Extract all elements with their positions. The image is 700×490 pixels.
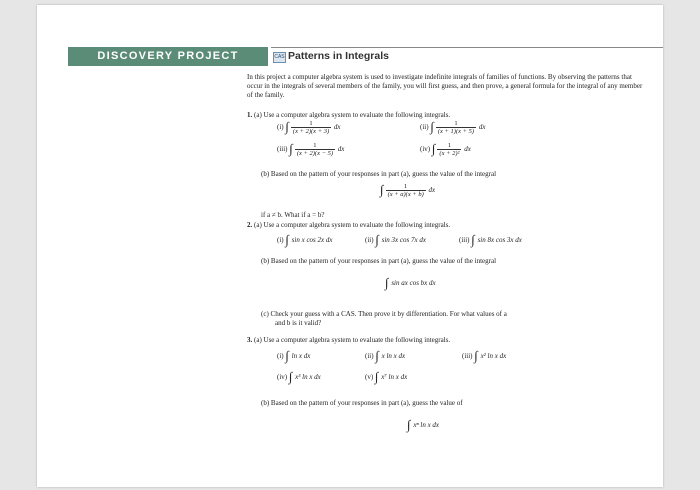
integral-sign: ∫	[288, 369, 293, 384]
integral-sign: ∫	[407, 417, 411, 432]
q1-item-iii	[277, 142, 344, 157]
integral-sign: ∫	[285, 348, 289, 363]
dx: dx	[333, 123, 341, 132]
item-label: (i)	[277, 236, 284, 244]
numerator: 1	[291, 120, 331, 128]
denominator: (x + a)(x + b)	[387, 191, 424, 198]
q3-a-text: (a) Use a computer algebra system to evaluate the following integrals.	[254, 336, 451, 344]
item-label: (iv)	[420, 145, 431, 154]
intro-paragraph: In this project a computer algebra system is used to investigate indefinite integrals of families of functions. By observing the patterns that occur in the integrals of several members of the family, you will first guess, and then prove, a general formula for the integral of any member of the family.	[247, 73, 643, 99]
integrand: ln x dx	[291, 352, 311, 360]
cas-icon: CAS	[273, 52, 286, 63]
item-label: (iv)	[277, 373, 288, 381]
item-label: (ii)	[365, 236, 374, 244]
integral-sign: ∫	[474, 348, 478, 363]
fraction	[436, 120, 476, 135]
q2-part-b: (b) Based on the pattern of your responses in part (a), guess the value of the integral	[261, 257, 497, 265]
integrand: sin 3x cos 7x dx	[381, 236, 426, 244]
q3-item-ii	[365, 349, 405, 361]
denominator: (x + 2)(x − 5)	[296, 150, 334, 157]
item-label: (ii)	[420, 123, 429, 132]
q2-number: 2.	[247, 221, 253, 229]
q2-b-integral	[385, 276, 436, 288]
integral-sign: ∫	[385, 275, 389, 290]
fraction	[437, 142, 461, 157]
q2-item-i	[277, 233, 333, 245]
integral-sign: ∫	[471, 232, 475, 247]
item-label: (v)	[365, 373, 374, 381]
q2-part-c-line1: (c) Check your guess with a CAS. Then prove it by differentiation. For what values of a	[261, 310, 507, 318]
numerator: 1	[386, 183, 426, 191]
q3-b-integral	[407, 418, 439, 430]
q1-part-a	[247, 111, 450, 120]
fraction	[295, 142, 335, 157]
q3-item-iii	[462, 349, 506, 361]
q2-part-c-line2: and b is it valid?	[275, 319, 322, 327]
q3-item-iv	[277, 370, 321, 382]
q1-part-b: (b) Based on the pattern of your responses in part (a), guess the value of the integral	[261, 170, 497, 178]
integrand: sin 8x cos 3x dx	[477, 236, 522, 244]
integral-sign: ∫	[374, 369, 379, 384]
numerator: 1	[436, 120, 476, 128]
integrand: x ln x dx	[381, 352, 406, 360]
q3-item-v	[365, 370, 407, 382]
integrand: xⁿ ln x dx	[413, 421, 440, 429]
integral-sign: ∫	[431, 141, 436, 157]
q1-item-ii	[420, 120, 485, 135]
title-bar	[271, 47, 663, 67]
q1-item-i	[277, 120, 340, 135]
item-label: (i)	[277, 352, 284, 360]
section-label: DISCOVERY PROJECT	[68, 47, 268, 66]
integral-sign: ∫	[430, 119, 434, 135]
numerator: 1	[437, 142, 461, 150]
dx: dx	[464, 145, 471, 154]
dx: dx	[428, 186, 436, 195]
q1-a-text: (a) Use a computer algebra system to evaluate the following integrals.	[254, 111, 451, 119]
integral-sign: ∫	[375, 348, 379, 363]
q2-a-text: (a) Use a computer algebra system to evaluate the following integrals.	[254, 221, 451, 229]
q1-item-iv	[420, 142, 471, 157]
item-label: (ii)	[365, 352, 374, 360]
denominator: (x + 1)(x + 5)	[437, 128, 475, 135]
integral-sign: ∫	[285, 232, 289, 247]
integrand: x² ln x dx	[480, 352, 507, 360]
item-label: (iii)	[459, 236, 470, 244]
integrand: sin ax cos bx dx	[391, 279, 436, 287]
q2-part-a	[247, 221, 450, 230]
denominator: (x + 2)(x + 3)	[292, 128, 330, 135]
item-label: (i)	[277, 123, 284, 132]
integrand: x³ ln x dx	[295, 373, 321, 381]
q3-part-a	[247, 336, 450, 345]
integrand: x⁷ ln x dx	[381, 373, 408, 381]
project-body	[247, 73, 647, 432]
fraction	[291, 120, 331, 135]
q3-number: 3.	[247, 336, 253, 344]
q1-number: 1.	[247, 111, 253, 119]
textbook-page	[37, 5, 663, 487]
integral-sign: ∫	[380, 182, 384, 198]
numerator: 1	[295, 142, 335, 150]
integral-sign: ∫	[289, 141, 293, 157]
integral-sign: ∫	[375, 232, 379, 247]
project-title: Patterns in Integrals	[288, 50, 389, 62]
integral-sign: ∫	[285, 119, 289, 135]
q2-item-iii	[459, 233, 522, 245]
q1-b-condition: if a ≠ b. What if a = b?	[261, 211, 325, 219]
q3-part-b: (b) Based on the pattern of your responses in part (a), guess the value of	[261, 399, 463, 407]
integrand: sin x cos 2x dx	[291, 236, 333, 244]
dx: dx	[478, 123, 486, 132]
project-header	[68, 47, 663, 66]
dx: dx	[337, 145, 345, 154]
denominator: (x + 2)²	[439, 150, 460, 157]
q1-b-integral	[380, 183, 435, 198]
fraction	[386, 183, 426, 198]
item-label: (iii)	[277, 145, 288, 154]
q3-item-i	[277, 349, 310, 361]
item-label: (iii)	[462, 352, 473, 360]
q2-item-ii	[365, 233, 426, 245]
